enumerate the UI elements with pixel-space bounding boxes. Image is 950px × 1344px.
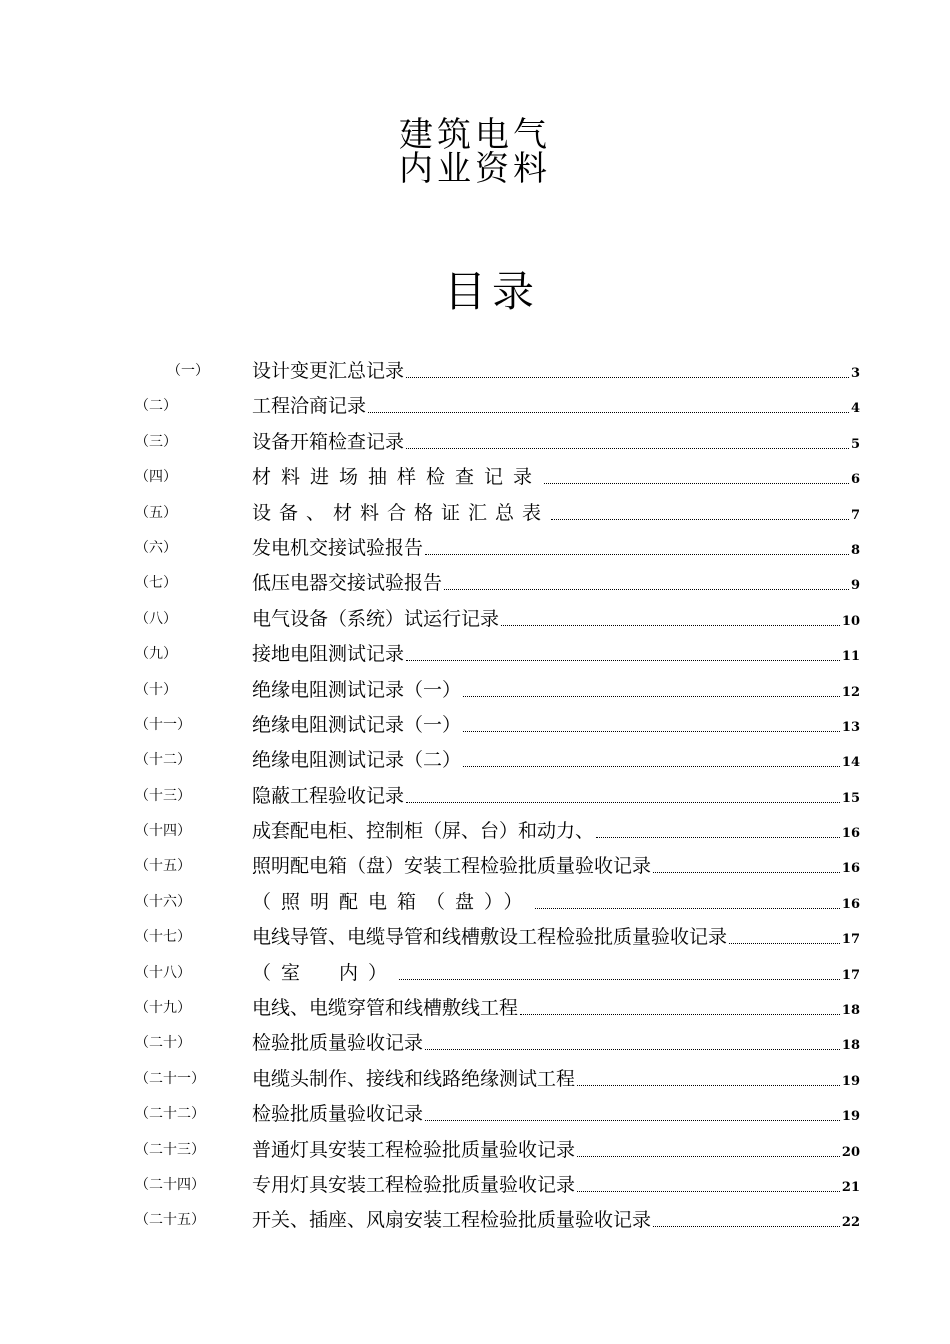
- toc-entry-line: [252, 1065, 860, 1091]
- toc-entry-number: （二十）: [135, 1035, 191, 1052]
- toc-entry-title: 开关、插座、风扇安装工程检验批质量验收记录: [252, 1209, 652, 1232]
- toc-entry-page: 18: [841, 1038, 860, 1054]
- toc-entry-title: 发电机交接试验报告: [252, 536, 424, 559]
- toc-dot-leader: [463, 696, 840, 697]
- toc-dot-leader: [653, 872, 840, 873]
- toc-dot-leader: [425, 1120, 840, 1121]
- toc-entry-number: （十六）: [135, 893, 191, 910]
- title-line-2: 内业资料: [399, 149, 551, 189]
- toc-entry-number: （四）: [135, 469, 177, 486]
- toc-entry-page: 21: [841, 1179, 860, 1195]
- toc-entry-page: 15: [841, 790, 860, 806]
- toc-entry-page: 19: [841, 1073, 860, 1089]
- toc-entry-page: 14: [841, 755, 860, 771]
- toc-entry-page: 11: [841, 649, 860, 665]
- toc-entry[interactable]: [0, 459, 950, 494]
- toc-dot-leader: [577, 1085, 840, 1086]
- toc-entry-page: 17: [841, 932, 860, 948]
- toc-entry-page: 16: [841, 896, 860, 912]
- toc-entry-title: 电线、电缆穿管和线槽敷线工程: [252, 997, 519, 1020]
- toc-entry-title: 电气设备（系统）试运行记录: [252, 607, 500, 630]
- toc-entry-page: 10: [841, 613, 860, 629]
- toc-entry-line: [252, 676, 860, 702]
- toc-entry[interactable]: [0, 565, 950, 600]
- toc-entry-page: 16: [841, 826, 860, 842]
- toc-entry-title: 检验批质量验收记录: [252, 1103, 424, 1126]
- toc-entry-title: 绝缘电阻测试记录（一）: [252, 713, 462, 736]
- toc-entry[interactable]: [0, 1132, 950, 1167]
- toc-entry[interactable]: [0, 884, 950, 919]
- table-of-contents: [0, 353, 950, 1238]
- toc-entry-number: （九）: [135, 646, 177, 663]
- toc-entry-page: 5: [850, 436, 860, 452]
- document-title: [0, 115, 950, 189]
- toc-entry[interactable]: [0, 813, 950, 848]
- toc-entry-title: （室 内）: [252, 961, 398, 984]
- toc-dot-leader: [425, 1049, 840, 1050]
- toc-entry-number: （十五）: [135, 858, 191, 875]
- toc-entry[interactable]: [0, 848, 950, 883]
- toc-entry[interactable]: [0, 919, 950, 954]
- toc-entry-line: [252, 534, 860, 560]
- toc-entry-line: [252, 923, 860, 949]
- toc-entry-number: （五）: [135, 504, 177, 521]
- toc-entry[interactable]: [0, 990, 950, 1025]
- toc-dot-leader: [406, 377, 849, 378]
- toc-entry[interactable]: [0, 1167, 950, 1202]
- toc-dot-leader: [544, 483, 849, 484]
- toc-entry-title: 绝缘电阻测试记录（二）: [252, 749, 462, 772]
- toc-entry-title: 工程洽商记录: [252, 395, 367, 418]
- toc-dot-leader: [444, 589, 849, 590]
- toc-entry[interactable]: [0, 636, 950, 671]
- toc-entry-page: 17: [841, 967, 860, 983]
- toc-dot-leader: [520, 1014, 840, 1015]
- toc-entry-number: （十一）: [135, 716, 191, 733]
- toc-entry-number: （二十三）: [135, 1141, 205, 1158]
- toc-entry-number: （七）: [135, 575, 177, 592]
- toc-entry-line: [252, 499, 860, 525]
- toc-dot-leader: [406, 802, 840, 803]
- toc-entry-page: 3: [850, 366, 860, 381]
- toc-entry-number: （二）: [135, 398, 177, 415]
- toc-dot-leader: [535, 908, 840, 909]
- toc-dot-leader: [551, 519, 849, 520]
- toc-entry-line: [252, 782, 860, 808]
- toc-entry-number: （十八）: [135, 964, 191, 981]
- toc-entry-number: （十二）: [135, 752, 191, 769]
- toc-entry-number: （十）: [135, 681, 177, 698]
- toc-entry[interactable]: [0, 424, 950, 459]
- toc-dot-leader: [596, 837, 840, 838]
- toc-entry-line: [252, 1136, 860, 1162]
- toc-entry-title: 设计变更汇总记录: [252, 360, 405, 382]
- toc-entry-number: （六）: [135, 539, 177, 556]
- toc-dot-leader: [729, 943, 840, 944]
- toc-entry[interactable]: [0, 1202, 950, 1237]
- toc-dot-leader: [399, 979, 840, 980]
- toc-entry-page: 19: [841, 1109, 860, 1125]
- toc-entry[interactable]: [0, 353, 950, 388]
- toc-entry-line: [252, 1100, 860, 1126]
- toc-entry-number: （十四）: [135, 823, 191, 840]
- toc-entry-line: [252, 357, 860, 383]
- toc-dot-leader: [368, 412, 849, 413]
- toc-entry-page: 12: [841, 684, 860, 700]
- toc-entry[interactable]: [0, 1096, 950, 1131]
- toc-heading: 目录: [443, 267, 540, 316]
- toc-entry-title: （照明配电箱（盘））: [252, 890, 533, 913]
- toc-entry-line: [252, 1029, 860, 1055]
- toc-dot-leader: [653, 1226, 840, 1227]
- toc-entry-line: [252, 640, 860, 666]
- toc-entry[interactable]: [0, 601, 950, 636]
- toc-entry[interactable]: [0, 388, 950, 423]
- toc-entry-line: [252, 994, 860, 1020]
- toc-entry-page: 9: [850, 578, 860, 594]
- toc-entry-page: 22: [841, 1215, 860, 1231]
- toc-entry-number: （十七）: [135, 929, 191, 946]
- toc-entry-number: （二十四）: [135, 1176, 205, 1193]
- toc-entry[interactable]: [0, 495, 950, 530]
- toc-entry-number: （八）: [135, 610, 177, 627]
- toc-entry-title: 电线导管、电缆导管和线槽敷设工程检验批质量验收记录: [252, 926, 728, 949]
- toc-entry[interactable]: [0, 1025, 950, 1060]
- toc-dot-leader: [406, 448, 849, 449]
- toc-entry-line: [252, 463, 860, 489]
- toc-entry-number: （十三）: [135, 787, 191, 804]
- toc-entry-title: 接地电阻测试记录: [252, 643, 405, 666]
- toc-entry[interactable]: [0, 707, 950, 742]
- toc-entry-line: [252, 1171, 860, 1197]
- toc-entry-page: 6: [850, 472, 860, 488]
- toc-entry-title: 检验批质量验收记录: [252, 1032, 424, 1055]
- toc-entry-title: 隐蔽工程验收记录: [252, 784, 405, 807]
- toc-entry[interactable]: [0, 955, 950, 990]
- toc-entry-line: [252, 1206, 860, 1232]
- toc-entry-line: [252, 711, 860, 737]
- toc-entry-number: （二十五）: [135, 1212, 205, 1229]
- toc-entry-line: [252, 428, 860, 454]
- toc-entry-title: 绝缘电阻测试记录（一）: [252, 678, 462, 701]
- toc-entry-page: 7: [850, 507, 860, 523]
- toc-entry[interactable]: [0, 778, 950, 813]
- toc-dot-leader: [463, 731, 840, 732]
- toc-entry-number: （十九）: [135, 1000, 191, 1017]
- toc-dot-leader: [463, 766, 840, 767]
- toc-dot-leader: [501, 625, 840, 626]
- toc-entry-title: 电缆头制作、接线和线路绝缘测试工程: [252, 1067, 576, 1090]
- toc-entry-line: [252, 605, 860, 631]
- toc-dot-leader: [425, 554, 849, 555]
- toc-entry[interactable]: [0, 672, 950, 707]
- toc-entry-title: 材料进场抽样检查记录: [252, 466, 543, 489]
- toc-entry-number: （一）: [167, 363, 209, 379]
- toc-entry-page: 20: [841, 1144, 860, 1160]
- toc-entry-line: [252, 959, 860, 985]
- toc-entry-number: （三）: [135, 433, 177, 450]
- toc-entry-title: 专用灯具安装工程检验批质量验收记录: [252, 1173, 576, 1196]
- toc-entry-number: （二十一）: [135, 1070, 205, 1087]
- toc-entry-title: 照明配电箱（盘）安装工程检验批质量验收记录: [252, 855, 652, 878]
- toc-dot-leader: [406, 660, 840, 661]
- toc-entry-title: 设备开箱检查记录: [252, 430, 405, 453]
- toc-entry[interactable]: [0, 530, 950, 565]
- toc-entry[interactable]: [0, 1061, 950, 1096]
- toc-entry-line: [252, 888, 860, 914]
- toc-entry-title: 设备、材料合格证汇总表: [252, 501, 550, 524]
- toc-entry-title: 低压电器交接试验报告: [252, 572, 443, 595]
- toc-entry-title: 成套配电柜、控制柜（屏、台）和动力、: [252, 820, 595, 843]
- toc-entry-line: [252, 852, 860, 878]
- toc-entry-line: [252, 817, 860, 843]
- toc-entry-page: 13: [841, 719, 860, 735]
- toc-entry-line: [252, 392, 860, 418]
- toc-entry-number: （二十二）: [135, 1106, 205, 1123]
- toc-dot-leader: [577, 1191, 840, 1192]
- toc-entry-page: 16: [841, 861, 860, 877]
- toc-dot-leader: [577, 1156, 840, 1157]
- toc-entry-line: [252, 569, 860, 595]
- title-line-1: 建筑电气: [399, 115, 551, 155]
- toc-entry[interactable]: [0, 742, 950, 777]
- toc-entry-page: 8: [850, 542, 860, 558]
- toc-entry-line: [252, 746, 860, 772]
- toc-entry-page: 4: [850, 401, 860, 417]
- toc-entry-page: 18: [841, 1003, 860, 1019]
- toc-entry-title: 普通灯具安装工程检验批质量验收记录: [252, 1138, 576, 1161]
